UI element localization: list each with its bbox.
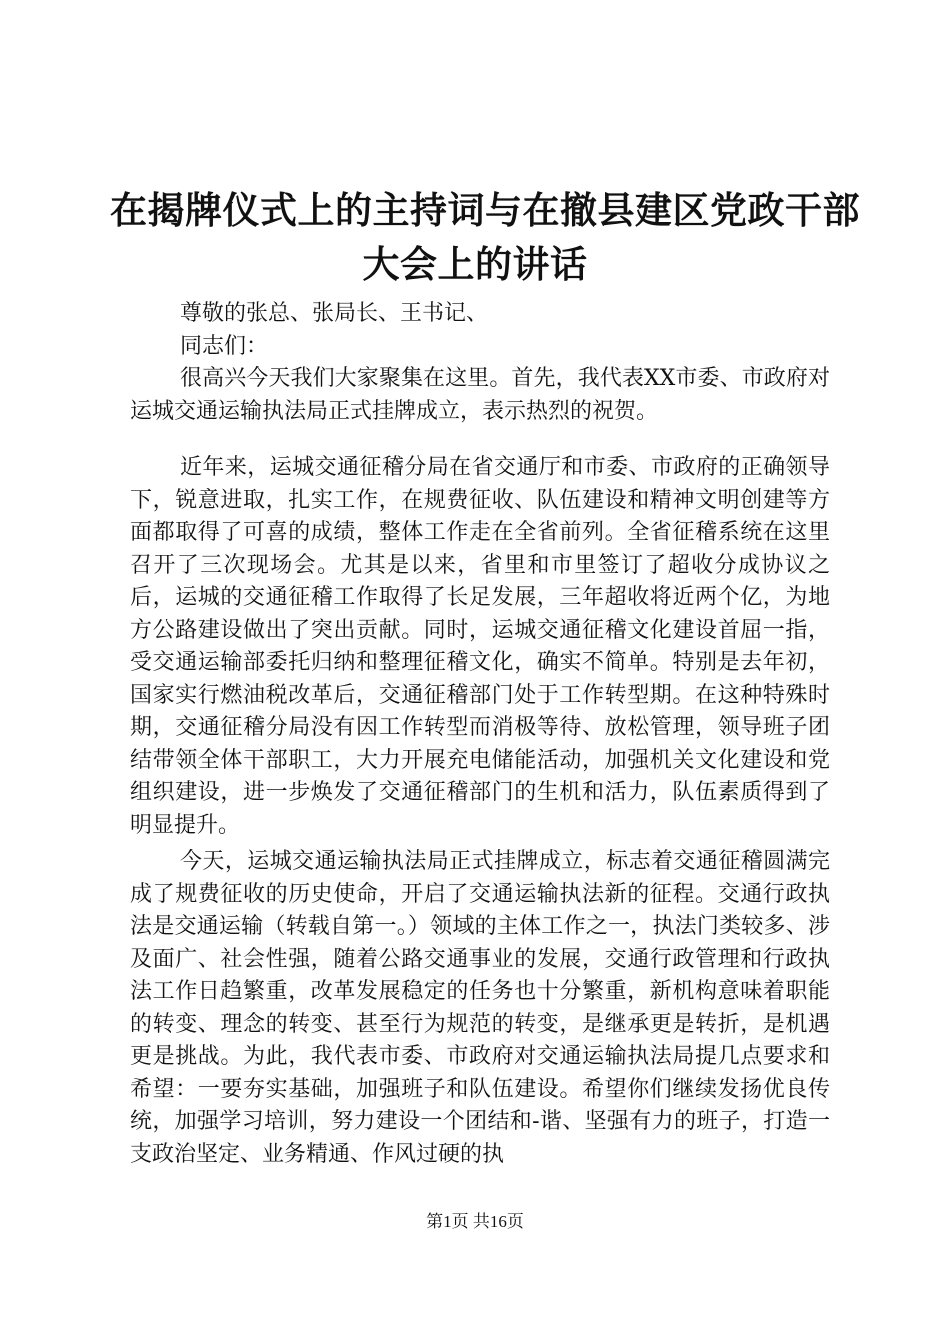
greeting-line-1: 尊敬的张总、张局长、王书记、 (180, 301, 489, 326)
document-title-line-1: 在揭牌仪式上的主持词与在撤县建区党政干部 (110, 188, 860, 232)
greeting-line-2: 同志们： (180, 334, 269, 359)
paragraph-congratulations: 很高兴今天我们大家聚集在这里。首先，我代表XX市委、市政府对运城交通运输执法局正式挂牌成立，表示热烈的祝贺。 (130, 366, 830, 424)
paragraph-requirements: 今天，运城交通运输执法局正式挂牌成立，标志着交通征稽圆满完成了规费征收的历史使命，开启了交通运输执法新的征程。交通行政执法是交通运输（转载自第一。）领域的主体工作之一，执法门类较多、涉及面广、社会性强，随着公路交通事业的发展，交通行政管理和行政执法工作日趋繁重，改革发展稳定的任务也十分繁重，新机构意味着职能的转变、理念的转变、甚至行为规范的转变，是继承更是转折，是机遇更是挑战。为此，我代表市委、市政府对交通运输执法局提几点要求和希望：一要夯实基础，加强班子和队伍建设。希望你们继续发扬优良传统，加强学习培训，努力建设一个团结和-谐、坚强有力的班子，打造一支政治坚定、业务精通、作风过硬的执 (130, 849, 830, 1167)
document-title-line-2: 大会上的讲话 (362, 242, 588, 286)
paragraph-achievements: 近年来，运城交通征稽分局在省交通厅和市委、市政府的正确领导下，锐意进取，扎实工作，在规费征收、队伍建设和精神文明创建等方面都取得了可喜的成绩，整体工作走在全省前列。全省征稽系统在这里召开了三次现场会。尤其是以来，省里和市里签订了超收分成协议之后，运城的交通征稽工作取得了长足发展，三年超收将近两个亿，为地方公路建设做出了突出贡献。同时，运城交通征稽文化建设首屈一指，受交通运输部委托归纳和整理征稽文化，确实不简单。特别是去年初，国家实行燃油税改革后，交通征稽部门处于工作转型期。在这种特殊时期，交通征稽分局没有因工作转型而消极等待、放松管理，领导班子团结带领全体干部职工，大力开展充电储能活动，加强机关文化建设和党组织建设，进一步焕发了交通征稽部门的生机和活力，队伍素质得到了明显提升。 (130, 455, 830, 838)
page-number-footer: 第1页 共16页 (426, 1212, 524, 1231)
